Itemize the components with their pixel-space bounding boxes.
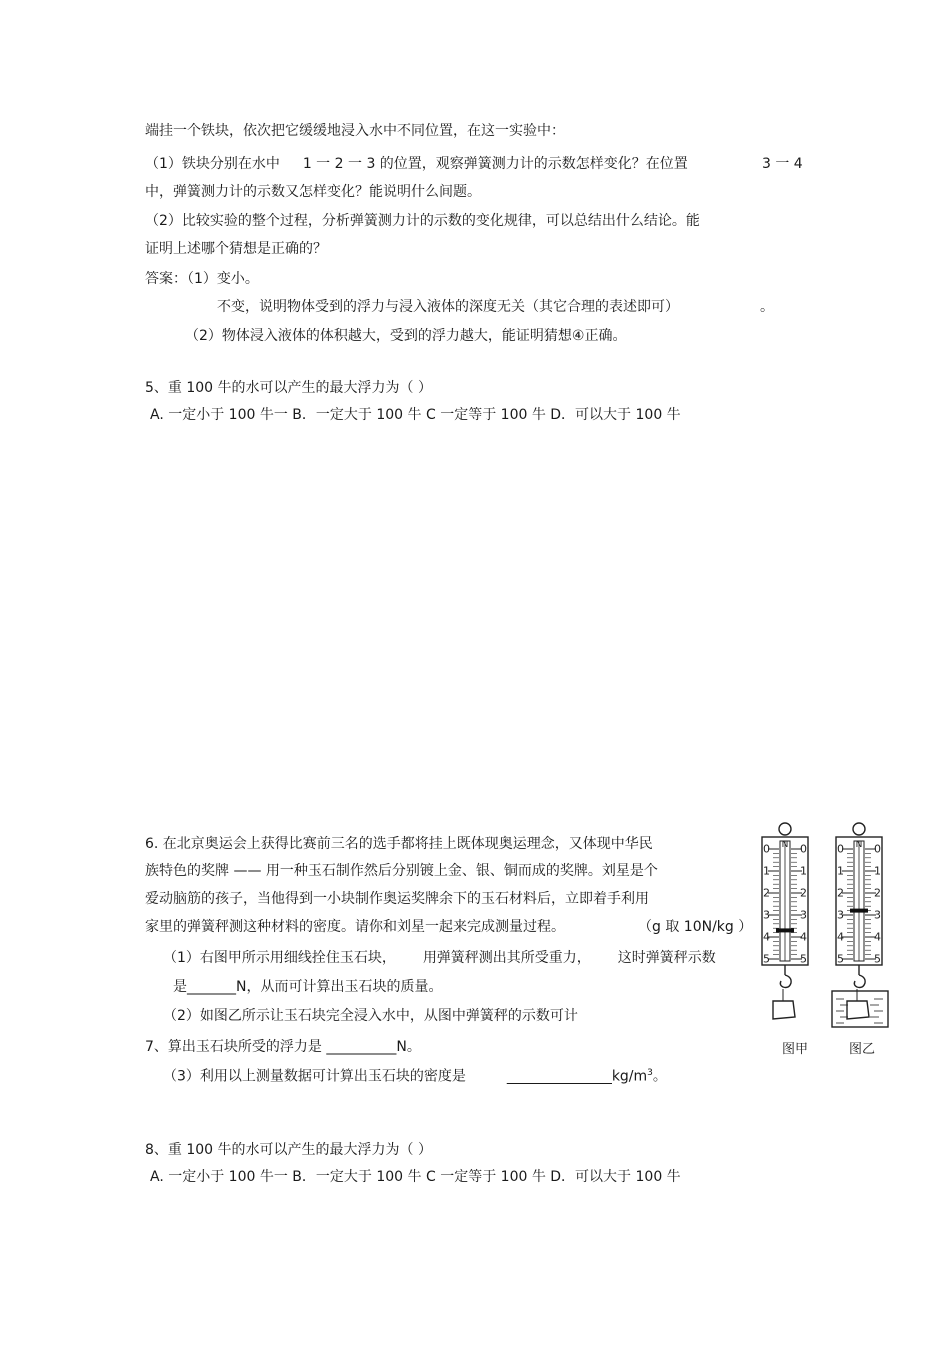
scale-ring (779, 823, 791, 835)
tick-label-right: 1 (800, 864, 807, 878)
tick-label-left: 1 (837, 864, 844, 878)
q6-line4: 家里的弹簧秤测这种材料的密度。请你和刘星一起来完成测量过程。 (145, 919, 565, 935)
intro-line1: 端挂一个铁块，依次把它缓缓地浸入水中不同位置，在这一实验中： (145, 123, 565, 139)
question1-text-a: （1）铁块分别在水中 (145, 156, 280, 172)
tick-label-left: 0 (763, 842, 770, 856)
spring-scale-yi (832, 823, 888, 1027)
tick-label-right: 4 (800, 930, 807, 944)
question1-line1 (145, 155, 688, 173)
q8-options: A. 一定小于 100 牛一 B．一定大于 100 牛 C 一定等于 100 牛 D．可以大于 100 牛 (150, 1169, 681, 1185)
q6-sub3-b: _______________kg/m (506, 1068, 648, 1085)
tick-label-left: 4 (837, 930, 844, 944)
q6-line3: 爱动脑筋的孩子，当他得到一小块制作奥运奖牌余下的玉石材料后，立即着手利用 (145, 891, 649, 907)
answer-line2-end: 。 (760, 299, 774, 315)
question1-line2: 中，弹簧测力计的示数又怎样变化？能说明什么间题。 (145, 184, 481, 200)
jade-stone (773, 1001, 795, 1019)
q8-stem: 8、重 100 牛的水可以产生的最大浮力为（ ） (145, 1142, 432, 1158)
figure-label-jia: 图甲 (781, 1042, 809, 1057)
tick-label-right: 2 (800, 886, 807, 900)
question1-text-b: 1 一 2 一 3 的位置，观察弹簧测力计的示数怎样变化？在位置 (302, 156, 688, 172)
tick-label-left: 5 (837, 952, 844, 966)
tick-label-left: 2 (837, 886, 844, 900)
q6-sub3-line (163, 1064, 667, 1086)
tick-label-left: 3 (763, 908, 770, 922)
tick-label-right: 0 (874, 842, 881, 856)
hook (854, 975, 865, 988)
scale-unit: N (781, 840, 789, 850)
q6-sub1-c: 这时弹簧秤示数 (617, 950, 716, 966)
q6-gravity-note: （g 取 10N/kg ） (638, 919, 753, 935)
q6-sub1-b: 用弹簧秤测出其所受重力， (422, 950, 591, 966)
spring-scale-jia (762, 823, 808, 1019)
q5-stem: 5、重 100 牛的水可以产生的最大浮力为（ ） (145, 380, 432, 396)
q6-sub1-a: （1）右图甲所示用细线拴住玉石块， (163, 950, 396, 966)
tick-label-left: 2 (763, 886, 770, 900)
tick-label-left: 5 (763, 952, 770, 966)
jade-stone (847, 1001, 869, 1019)
hook (780, 975, 791, 988)
tick-label-left: 0 (837, 842, 844, 856)
tick-label-right: 3 (800, 908, 807, 922)
scale-unit: N (855, 840, 863, 850)
tick-label-right: 3 (874, 908, 881, 922)
tick-label-right: 0 (800, 842, 807, 856)
scale-ring (853, 823, 865, 835)
tick-label-right: 5 (874, 952, 881, 966)
tick-label-right: 4 (874, 930, 881, 944)
question2-line1: （2）比较实验的整个过程，分析弹簧测力计的示数的变化规律，可以总结出什么结论。能 (145, 213, 700, 229)
q6-sub2: （2）如图乙所示让玉石块完全浸入水中，从图中弹簧秤的示数可计 (163, 1008, 578, 1024)
water-beaker (832, 991, 888, 1027)
q5-options: A. 一定小于 100 牛一 B．一定大于 100 牛 C 一定等于 100 牛 D．可以大于 100 牛 (150, 407, 681, 423)
tick-label-left: 4 (763, 930, 770, 944)
answer-line3: （2）物体浸入液体的体积越大，受到的浮力越大，能证明猜想④正确。 (185, 328, 627, 344)
figure-label-yi: 图乙 (848, 1042, 876, 1057)
q6-sub1-line2: 是_______N，从而可计算出玉石块的质量。 (173, 979, 443, 995)
scale-pointer (850, 909, 868, 913)
tick-label-right: 2 (874, 886, 881, 900)
tick-label-left: 3 (837, 908, 844, 922)
tick-label-right: 1 (874, 864, 881, 878)
answer-line1: 答案：（1）变小。 (145, 271, 259, 287)
q6-line1: 6. 在北京奥运会上获得比赛前三名的选手都将挂上既体现奥运理念，又体现中华民 (145, 836, 653, 852)
q6-sub1-line1 (163, 949, 716, 967)
tick-label-left: 1 (763, 864, 770, 878)
answer-line2: 不变，说明物体受到的浮力与浸入液体的深度无关（其它合理的表述即可） (217, 299, 679, 315)
q6-sub3-end: 。 (652, 1068, 667, 1085)
q6-line2: 族特色的奖牌 —— 用一种玉石制作然后分别镀上金、银、铜而成的奖牌。刘星是个 (145, 863, 658, 879)
q6-sub3-a: （3）利用以上测量数据可计算出玉石块的密度是 (163, 1068, 466, 1085)
spring-scale-figure (750, 815, 900, 1065)
q6-sub3-sup: 3 (647, 1068, 653, 1078)
scale-pointer (776, 928, 794, 932)
tick-label-right: 5 (800, 952, 807, 966)
question2-line2: 证明上述哪个猜想是正确的？ (145, 241, 327, 257)
q7-line: 7、算出玉石块所受的浮力是 __________N。 (145, 1039, 421, 1055)
question1-positions: 3 一 4 (762, 156, 803, 172)
